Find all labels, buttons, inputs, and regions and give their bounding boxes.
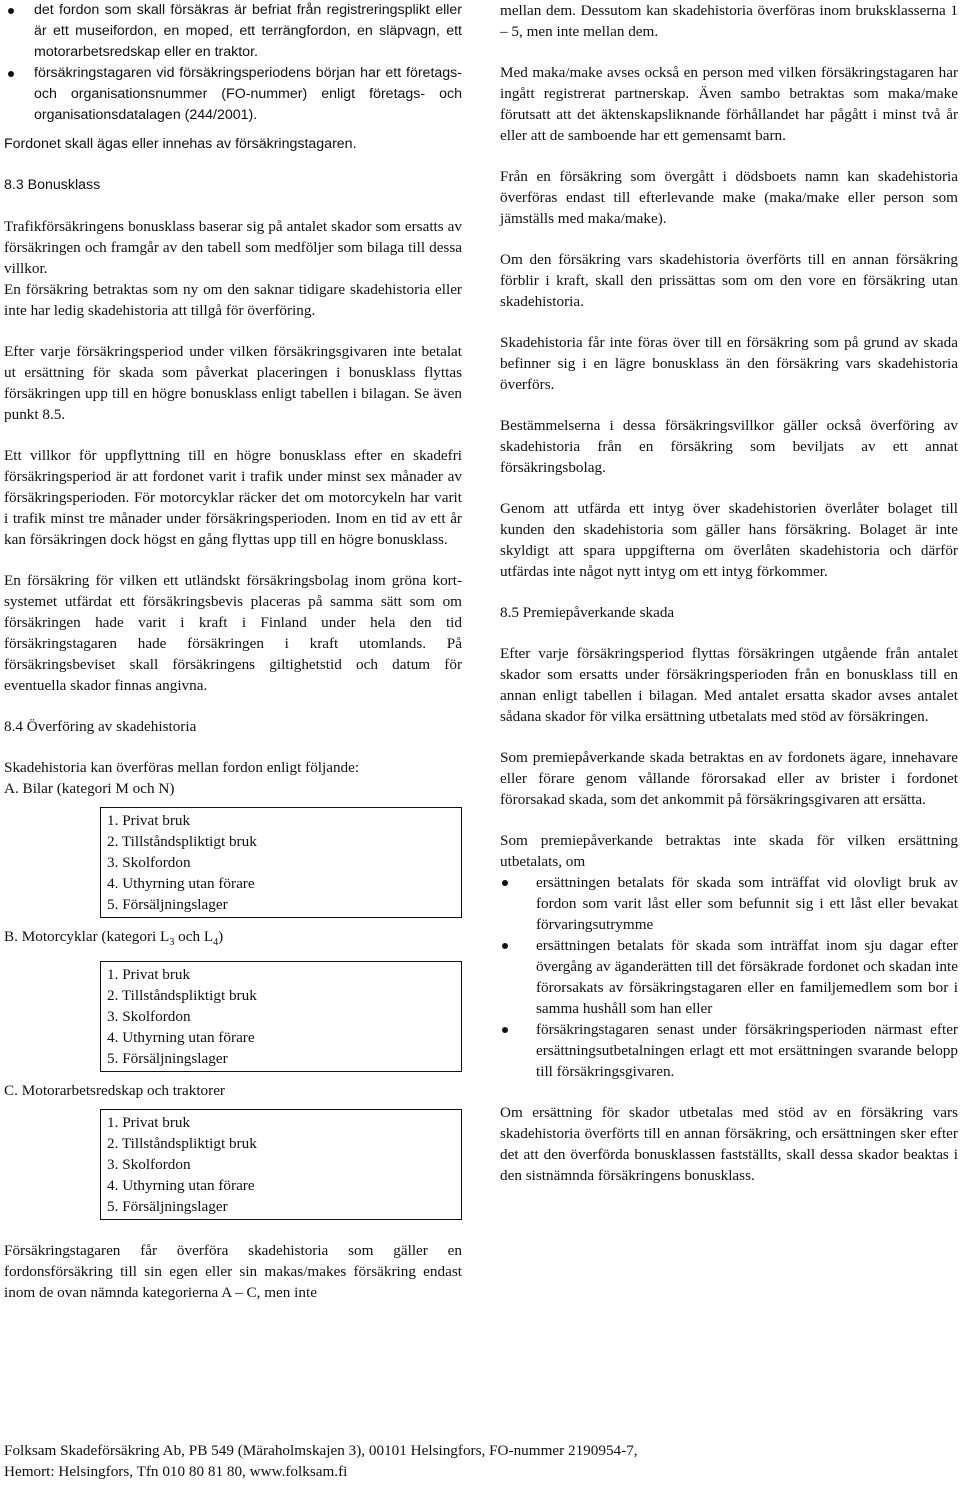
usage-item: 1. Privat bruk	[107, 1114, 191, 1132]
paragraph: Trafikförsäkringens bonusklass baserar sig på antalet skador som ersatts av försäkringen och framgår av den tabell som medföljer som bilaga till dessa villkor.	[4, 218, 462, 277]
list-item	[500, 935, 958, 1019]
bullet-text: ersättningen betalats för skada som inträffat inom sju dagar efter övergång av äganderätten till det försäkrade fordonet och skadan inte förorsakats av försäkringstagaren eller en familjemedlem som bor i samma hushåll som han eller	[536, 937, 958, 1017]
bullet-text: ersättningen betalats för skada som inträffat vid olovligt bruk av fordon som varit låst eller som befunnit sig i ett låst eller bevakat förvaringsutrymme	[536, 874, 958, 933]
owner-line: Fordonet skall ägas eller innehas av försäkringstagaren.	[4, 136, 357, 152]
usage-list-b	[100, 961, 462, 1072]
paragraph: Som premiepåverkande skada betraktas en av fordonets ägare, innehavare eller förare genom vållande förorsakad eller av brister i fordonet förorsakad skada, som det ankommit på försäkringsgivaren att ersätta.	[500, 749, 958, 808]
paragraph: Bestämmelserna i dessa försäkringsvillkor gäller också överföring av skadehistoria från en försäkring som beviljats av ett annat försäkringsbolag.	[500, 417, 958, 476]
footer-line: Hemort: Helsingfors, Tfn 010 80 81 80, www.folksam.fi	[4, 1463, 348, 1480]
category-c-label: C. Motorarbetsredskap och traktorer	[4, 1082, 225, 1100]
section-heading-8-3: 8.3 Bonusklass	[4, 177, 101, 193]
paragraph: Skadehistoria får inte föras över till en försäkring som på grund av skada befinner sig i en lägre bonusklass än den försäkring vars skadehistoria överförs.	[500, 334, 958, 393]
footer-line: Folksam Skadeförsäkring Ab, PB 549 (Märaholmskajen 3), 00101 Helsingfors, FO-nummer 2190954-7,	[4, 1442, 638, 1459]
paragraph: Med maka/make avses också en person med vilken försäkringstagaren har ingått registrerat partnerskap. Även sambo betraktas som maka/make förutsatt att det äktenskapsliknande förhållandet har pågått i minst två år eller att de samboende har ett gemensamt barn.	[500, 64, 958, 144]
paragraph: Försäkringstagaren får överföra skadehistoria som gäller en fordonsförsäkring till sin egen eller sin makas/makes försäkring endast inom de ovan nämnda kategorierna A – C, men inte	[4, 1242, 462, 1302]
bullet-icon	[502, 1027, 508, 1033]
section-heading-8-4: 8.4 Överföring av skadehistoria	[4, 718, 197, 735]
bullet-icon	[502, 943, 508, 949]
paragraph: Genom att utfärda ett intyg över skadehistorien överlåter bolaget till kunden den skadehistoria som gäller hans försäkring. Bolaget är inte skyldigt att spara uppgifterna om överlåten skadehistoria och därför utfärdas inte något nytt intyg om ett intyg förkommer.	[500, 500, 958, 580]
paragraph: Om ersättning för skador utbetalas med stöd av en försäkring vars skadehistoria överförts till en annan försäkring, och ersättningen sker efter det att den överförda bonusklassen fastställts, skall dessa skador beaktas i den sistnämnda försäkringens bonusklass.	[500, 1104, 958, 1184]
bullet-text: det fordon som skall försäkras är befriat från registreringsplikt eller är ett museifordon, en moped, ett terrängfordon, en släpvagn, ett motorarbetsredskap eller en traktor.	[34, 2, 462, 60]
bullet-text: försäkringstagaren vid försäkringsperiodens början har ett företags- och organisationsnummer (FO-nummer) enligt företags- och organisationsdatalagen (244/2001).	[34, 65, 462, 123]
category-b-label: B. Motorcyklar (kategori $L_3$ och $L_4$)	[4, 928, 224, 949]
bullet-icon	[8, 8, 14, 14]
right-column	[500, 0, 958, 1186]
usage-item: 2. Tillståndspliktigt bruk	[107, 987, 257, 1005]
paragraph: Ett villkor för uppflyttning till en högre bonusklass efter en skadefri försäkringsperiod är att fordonet varit i trafik under minst sex månader av försäkringsperioden. För motorcyklar räcker det om motorcykeln har varit i trafik minst tre månader under försäkringsperioden. Inom en tid av ett år kan försäkringen dock högst en gång flyttas upp till en högre bonusklass.	[4, 447, 462, 548]
paragraph: Efter varje försäkringsperiod under vilken försäkringsgivaren inte betalat ut ersättning för skada som påverkat placeringen i bonusklass flyttas försäkringen upp till en högre bonusklass enligt tabellen i bilagan. Se även punkt 8.5.	[4, 343, 462, 423]
paragraph: En försäkring betraktas som ny om den saknar tidigare skadehistoria eller inte har ledig skadehistoria att tillgå för överföring.	[4, 281, 462, 319]
usage-item: 3. Skolfordon	[107, 1156, 191, 1174]
bullet-icon	[8, 71, 14, 77]
section-heading-8-5: 8.5 Premiepåverkande skada	[500, 604, 675, 621]
list-item	[500, 872, 958, 935]
bullet-icon	[502, 880, 508, 886]
paragraph: Från en försäkring som övergått i dödsboets namn kan skadehistoria överföras endast till efterlevande make (maka/make eller person som jämställs med maka/make).	[500, 168, 958, 227]
list-item	[4, 0, 462, 63]
list-item	[4, 63, 462, 126]
usage-item: 5. Försäljningslager	[107, 896, 228, 913]
usage-item: 1. Privat bruk	[107, 966, 191, 984]
left-column	[4, 0, 462, 1303]
usage-item: 4. Uthyrning utan förare	[107, 1029, 255, 1047]
usage-list-a	[100, 807, 462, 918]
paragraph: Om den försäkring vars skadehistoria överförts till en annan försäkring förblir i kraft, skall den prissättas som om den vore en försäkring utan skadehistoria.	[500, 251, 958, 310]
usage-list-c	[100, 1109, 462, 1220]
usage-item: 4. Uthyrning utan förare	[107, 875, 255, 892]
list-item	[500, 1019, 958, 1082]
paragraph: En försäkring för vilken ett utländskt försäkringsbolag inom gröna kort-systemet utfärdat ett försäkringsbevis placeras på samma sätt som om försäkringen hade varit i kraft i Finland under hela den tid försäkringstagaren hade försäkringen i kraft utomlands. På försäkringsbeviset skall försäkringens giltighetstid och datum för eventuella skador finnas angivna.	[4, 572, 462, 694]
paragraph: Skadehistoria kan överföras mellan fordon enligt följande:	[4, 759, 360, 776]
usage-item: 5. Försäljningslager	[107, 1050, 228, 1068]
usage-item: 3. Skolfordon	[107, 854, 191, 871]
paragraph: Som premiepåverkande betraktas inte skada för vilken ersättning utbetalats, om	[500, 832, 958, 870]
usage-item: 2. Tillståndspliktigt bruk	[107, 1135, 257, 1153]
usage-item: 1. Privat bruk	[107, 812, 191, 829]
bullet-text: försäkringstagaren senast under försäkringsperioden närmast efter ersättningsutbetalningen erlagt ett mot ersättningen svarande belopp till försäkringsgivaren.	[536, 1021, 958, 1080]
usage-item: 3. Skolfordon	[107, 1008, 191, 1026]
usage-item: 2. Tillståndspliktigt bruk	[107, 833, 257, 850]
category-a-label: A. Bilar (kategori M och N)	[4, 780, 175, 797]
paragraph: mellan dem. Dessutom kan skadehistoria överföras inom bruksklasserna 1 – 5, men inte mellan dem.	[500, 2, 958, 40]
usage-item: 5. Försäljningslager	[107, 1198, 228, 1216]
usage-item: 4. Uthyrning utan förare	[107, 1177, 255, 1195]
page-footer	[4, 1440, 954, 1482]
paragraph: Efter varje försäkringsperiod flyttas försäkringen utgående från antalet skador som ersatts under försäkringsperioden från en bonusklass till en annan enligt tabellen i bilagan. Med antalet ersatta skador avses antalet sådana skador för vilka ersättning utbetalats med stöd av försäkringen.	[500, 645, 958, 725]
